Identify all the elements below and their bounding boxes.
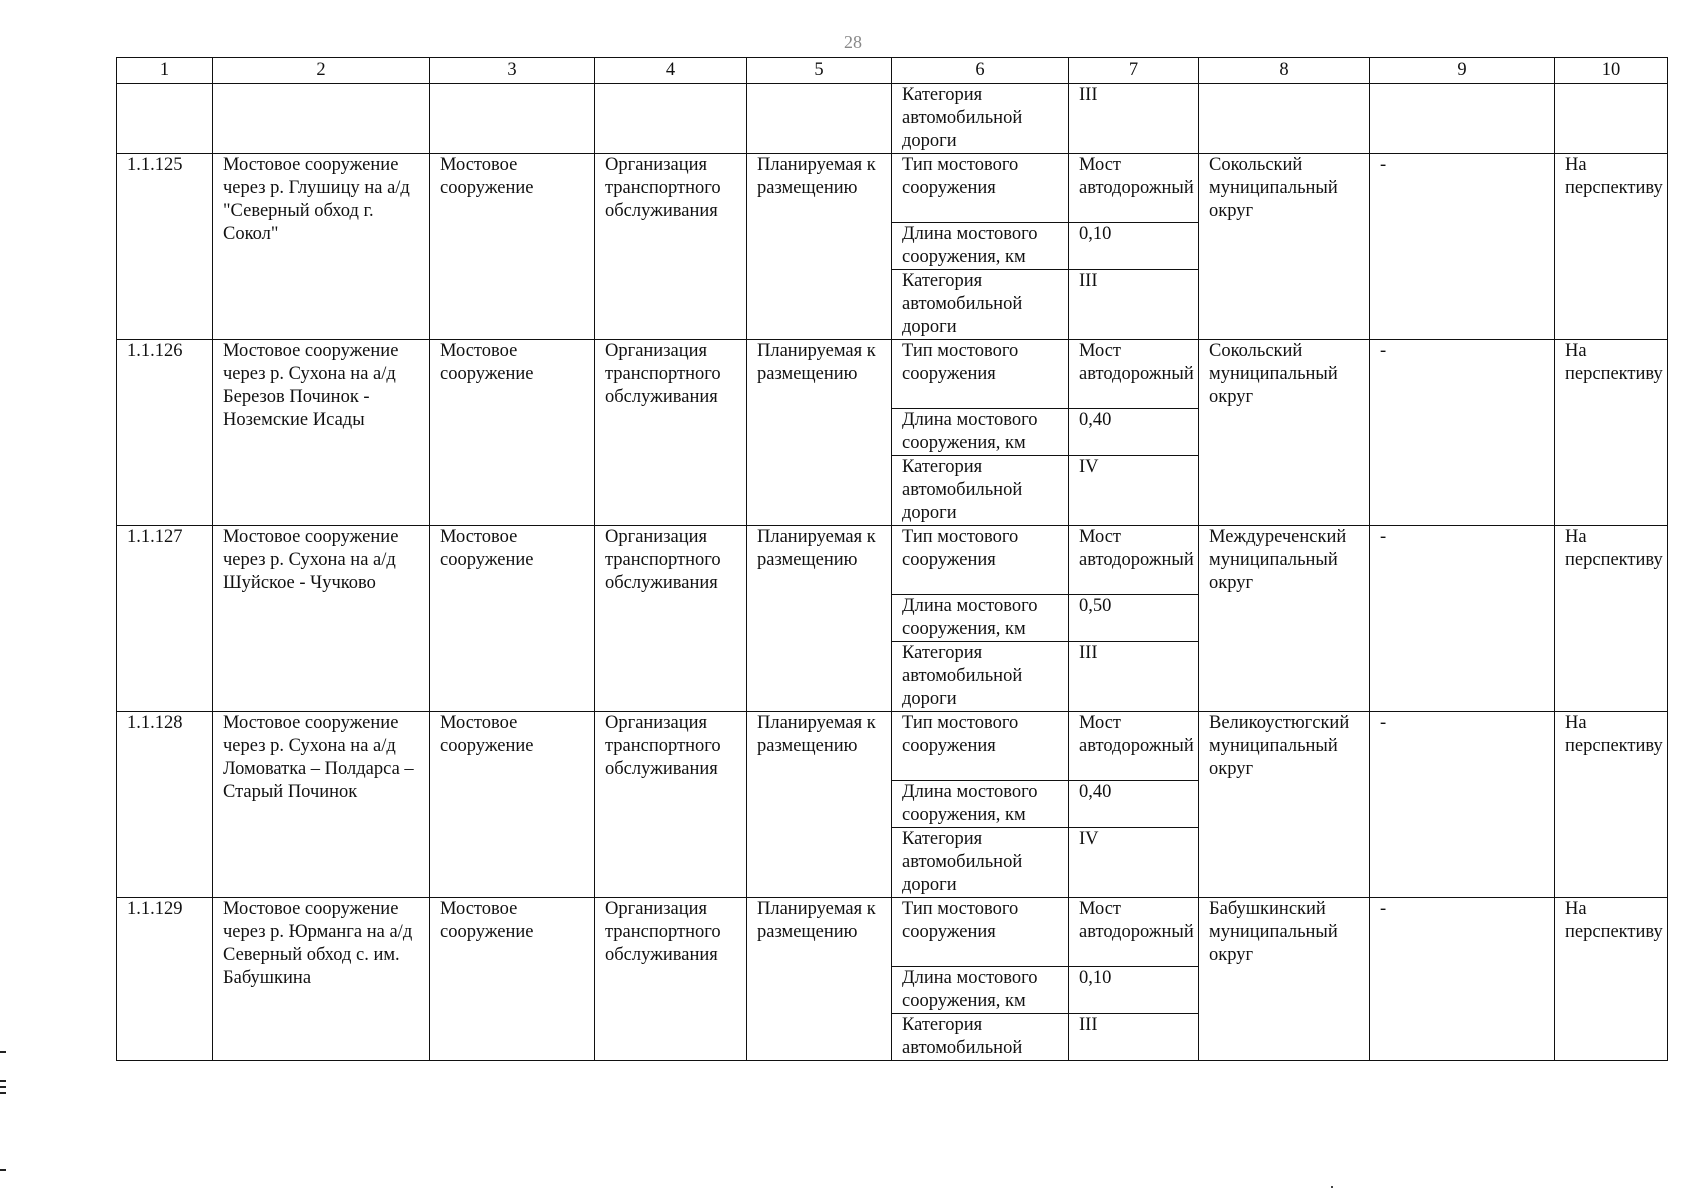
param-value-cell: Мост автодорожный — [1069, 340, 1199, 409]
object-type: Мостовое сооружение — [430, 712, 595, 898]
param-value-cell: Мост автодорожный — [1069, 712, 1199, 781]
param-name-cell: Категория автомобильной дороги — [892, 828, 1069, 898]
param-name-cell: Длина мостового сооружения, км — [892, 967, 1069, 1014]
object-purpose: Организация транспортного обслуживания — [595, 898, 747, 1061]
object-type: Мостовое сооружение — [430, 154, 595, 340]
column-9-cell: - — [1370, 712, 1555, 898]
column-number-row — [117, 58, 1668, 84]
column-9-cell: - — [1370, 340, 1555, 526]
param-name-cell: Категория автомобильной дороги — [892, 84, 1069, 154]
param-name-cell: Тип мостового сооружения — [892, 340, 1069, 409]
param-name-cell: Длина мостового сооружения, км — [892, 409, 1069, 456]
param-name-cell: Тип мостового сооружения — [892, 712, 1069, 781]
param-value-cell: 0,40 — [1069, 781, 1199, 828]
scan-edge-mark — [0, 1169, 6, 1171]
param-name-cell: Категория автомобильной дороги — [892, 456, 1069, 526]
object-term: На перспективу — [1555, 712, 1668, 898]
empty-cell — [430, 84, 595, 154]
object-status: Планируемая к размещению — [747, 712, 892, 898]
scan-dot-mark — [1331, 1186, 1333, 1188]
column-header: 9 — [1370, 58, 1555, 84]
param-value-cell: 0,40 — [1069, 409, 1199, 456]
param-name-cell: Категория автомобильной дороги — [892, 270, 1069, 340]
empty-cell — [117, 84, 213, 154]
empty-cell — [213, 84, 430, 154]
param-value-cell: 0,50 — [1069, 595, 1199, 642]
objects-table — [116, 57, 1668, 1061]
object-term: На перспективу — [1555, 526, 1668, 712]
object-term: На перспективу — [1555, 340, 1668, 526]
object-purpose: Организация транспортного обслуживания — [595, 340, 747, 526]
scan-edge-mark — [0, 1086, 6, 1088]
continuation-row — [117, 84, 1668, 154]
object-status: Планируемая к размещению — [747, 154, 892, 340]
column-9-cell: - — [1370, 154, 1555, 340]
object-type: Мостовое сооружение — [430, 526, 595, 712]
object-purpose: Организация транспортного обслуживания — [595, 712, 747, 898]
scan-edge-mark — [0, 1080, 6, 1082]
object-row — [117, 712, 1668, 781]
object-row — [117, 340, 1668, 409]
param-name-cell: Категория автомобильной дороги — [892, 642, 1069, 712]
object-name: Мостовое сооружение через р. Сухона на а/д Ломоватка – Полдарса – Старый Починок — [213, 712, 430, 898]
object-purpose: Организация транспортного обслуживания — [595, 526, 747, 712]
object-id: 1.1.129 — [117, 898, 213, 1061]
param-value-cell: III — [1069, 84, 1199, 154]
column-header: 10 — [1555, 58, 1668, 84]
param-value-cell: Мост автодорожный — [1069, 898, 1199, 967]
column-header: 5 — [747, 58, 892, 84]
object-location: Сокольский муниципальный округ — [1199, 340, 1370, 526]
object-id: 1.1.126 — [117, 340, 213, 526]
object-purpose: Организация транспортного обслуживания — [595, 154, 747, 340]
param-name-cell: Категория автомобильной — [892, 1014, 1069, 1061]
param-name-cell: Тип мостового сооружения — [892, 154, 1069, 223]
column-header: 2 — [213, 58, 430, 84]
param-value-cell: Мост автодорожный — [1069, 526, 1199, 595]
param-value-cell: III — [1069, 270, 1199, 340]
object-name: Мостовое сооружение через р. Глушицу на а/д "Северный обход г. Сокол" — [213, 154, 430, 340]
object-id: 1.1.125 — [117, 154, 213, 340]
empty-cell — [1199, 84, 1370, 154]
object-location: Сокольский муниципальный округ — [1199, 154, 1370, 340]
object-location: Бабушкинский муниципальный округ — [1199, 898, 1370, 1061]
param-value-cell: IV — [1069, 456, 1199, 526]
column-header: 1 — [117, 58, 213, 84]
empty-cell — [1555, 84, 1668, 154]
scan-edge-mark — [0, 1051, 6, 1053]
object-term: На перспективу — [1555, 154, 1668, 340]
object-id: 1.1.128 — [117, 712, 213, 898]
object-status: Планируемая к размещению — [747, 526, 892, 712]
column-header: 3 — [430, 58, 595, 84]
param-name-cell: Длина мостового сооружения, км — [892, 595, 1069, 642]
object-name: Мостовое сооружение через р. Сухона на а/д Шуйское - Чучково — [213, 526, 430, 712]
object-type: Мостовое сооружение — [430, 898, 595, 1061]
empty-cell — [1370, 84, 1555, 154]
param-value-cell: IV — [1069, 828, 1199, 898]
object-term: На перспективу — [1555, 898, 1668, 1061]
object-row — [117, 526, 1668, 595]
column-header: 6 — [892, 58, 1069, 84]
empty-cell — [595, 84, 747, 154]
object-location: Великоустюгский муниципальный округ — [1199, 712, 1370, 898]
object-location: Междуреченский муниципальный округ — [1199, 526, 1370, 712]
column-header: 4 — [595, 58, 747, 84]
object-type: Мостовое сооружение — [430, 340, 595, 526]
object-row — [117, 154, 1668, 223]
column-header: 8 — [1199, 58, 1370, 84]
object-id: 1.1.127 — [117, 526, 213, 712]
object-status: Планируемая к размещению — [747, 898, 892, 1061]
page-number: 28 — [844, 32, 862, 52]
param-value-cell: III — [1069, 1014, 1199, 1061]
column-9-cell: - — [1370, 898, 1555, 1061]
column-9-cell: - — [1370, 526, 1555, 712]
object-status: Планируемая к размещению — [747, 340, 892, 526]
param-name-cell: Тип мостового сооружения — [892, 526, 1069, 595]
param-name-cell: Длина мостового сооружения, км — [892, 223, 1069, 270]
object-name: Мостовое сооружение через р. Юрманга на а/д Северный обход с. им. Бабушкина — [213, 898, 430, 1061]
param-value-cell: 0,10 — [1069, 967, 1199, 1014]
param-value-cell: Мост автодорожный — [1069, 154, 1199, 223]
empty-cell — [747, 84, 892, 154]
param-name-cell: Длина мостового сооружения, км — [892, 781, 1069, 828]
param-value-cell: III — [1069, 642, 1199, 712]
param-name-cell: Тип мостового сооружения — [892, 898, 1069, 967]
scan-edge-mark — [0, 1092, 6, 1094]
column-header: 7 — [1069, 58, 1199, 84]
object-row — [117, 898, 1668, 967]
param-value-cell: 0,10 — [1069, 223, 1199, 270]
object-name: Мостовое сооружение через р. Сухона на а/д Березов Починок - Ноземские Исады — [213, 340, 430, 526]
